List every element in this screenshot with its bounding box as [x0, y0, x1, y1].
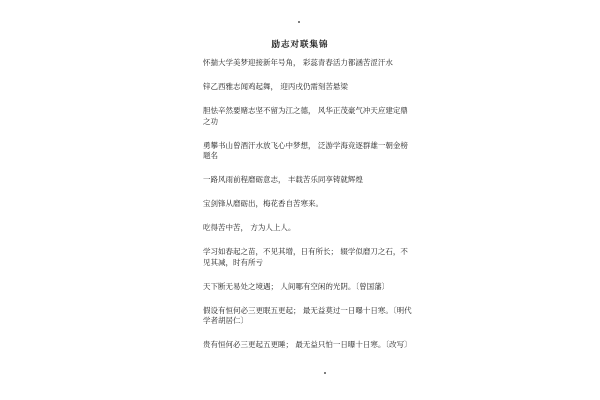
couplet-paragraph: 勇攀书山曾酒汗水放飞心中梦想， 泛游学海竞逐群雄一朝金榜题名: [203, 140, 408, 160]
couplet-paragraph: 贵有恒何必三更起五更睡； 最无益只怕一日曝十日寒。〔改写〕: [203, 340, 412, 349]
couplet-paragraph: 胆怯辛然要赌志坚不留为江之德， 风华正茂豪气冲天应建定鼎之功: [203, 106, 408, 126]
page-mark-dot: [324, 372, 326, 374]
couplet-paragraph: 怀揣大学美梦迎接新年号角， 彩蕊青春活力都涵苦涩汗水: [203, 58, 393, 67]
document-title: 励志对联集锦: [271, 40, 329, 50]
couplet-paragraph: 假设有恒何必三更眠五更起； 最无益莫过一日曝十日寒。〔明代学者胡居仁〕: [203, 305, 412, 325]
couplet-paragraph: 宝剑锋从磨砺出，梅花香自苦寒来。: [203, 199, 323, 208]
couplet-paragraph: 锌乙西雅志闻鸡起舞， 迎丙戌仍需刻苦悬梁: [203, 82, 348, 91]
couplet-paragraph: 天下断无易处之境遇； 人间哪有空闲的光阴。〔曾国藩〕: [203, 281, 390, 291]
document-body: [203, 58, 413, 364]
couplet-paragraph: 学习如春起之苗，不见其增，日有所长； 辍学似磨刀之石，不见其减，时有所亏: [203, 247, 408, 267]
couplet-paragraph: 吃得苦中苦， 方为人上人。: [203, 223, 296, 232]
couplet-paragraph: 一路风雨前程磨砺意志， 丰载苦乐同享铸就辉煌: [203, 175, 363, 184]
page-mark-dot: [298, 21, 300, 23]
